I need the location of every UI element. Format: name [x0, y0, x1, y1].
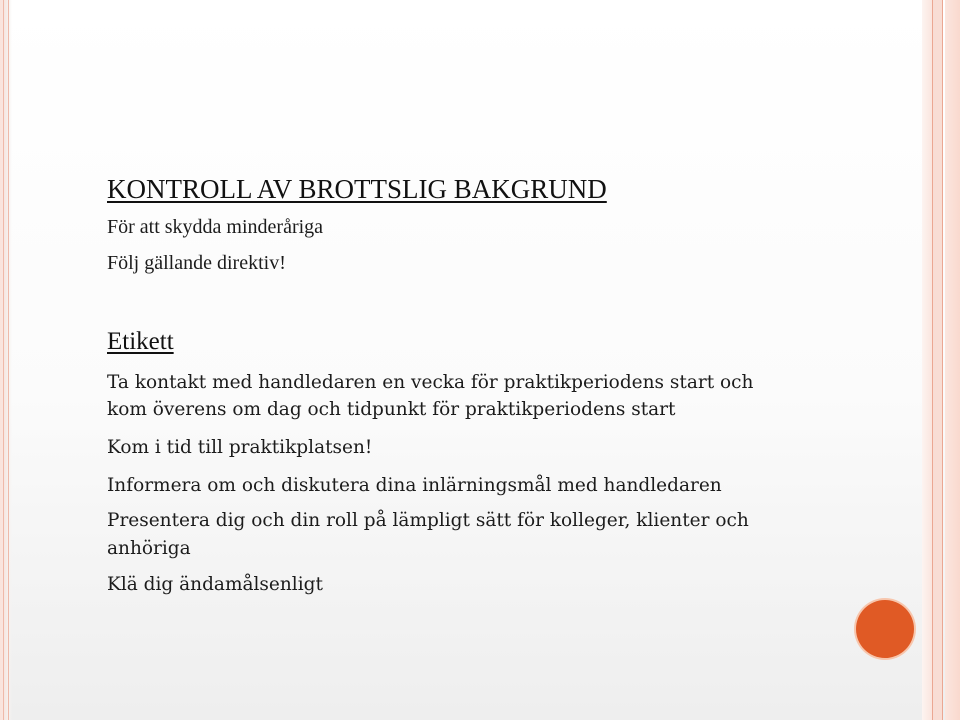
body-line: Presentera dig och din roll på lämpligt sätt för kolleger, klienter och — [107, 510, 749, 531]
right-edge-band — [945, 0, 960, 720]
right-edge-band — [933, 0, 942, 720]
body-line: För att skydda minderåriga — [107, 216, 324, 238]
body-line: Ta kontakt med handledaren en vecka för praktikperiodens start och — [107, 372, 754, 393]
body-line: Informera om och diskutera dina inlärningsmål med handledaren — [107, 475, 722, 496]
body-line: Följ gällande direktiv! — [107, 252, 286, 274]
body-line: kom överens om dag och tidpunkt för praktikperiodens start — [107, 399, 676, 420]
body-line: anhöriga — [107, 538, 191, 559]
section-heading-etiquette: Etikett — [107, 328, 174, 355]
body-line: Kom i tid till praktikplatsen! — [107, 437, 373, 458]
left-edge-decoration — [0, 0, 12, 720]
right-edge-band — [922, 0, 932, 720]
accent-circle — [856, 600, 914, 658]
body-line: Klä dig ändamålsenligt — [107, 574, 323, 595]
right-edge-line — [942, 0, 943, 720]
section-heading-background-check: KONTROLL AV BROTTSLIG BAKGRUND — [107, 174, 607, 204]
